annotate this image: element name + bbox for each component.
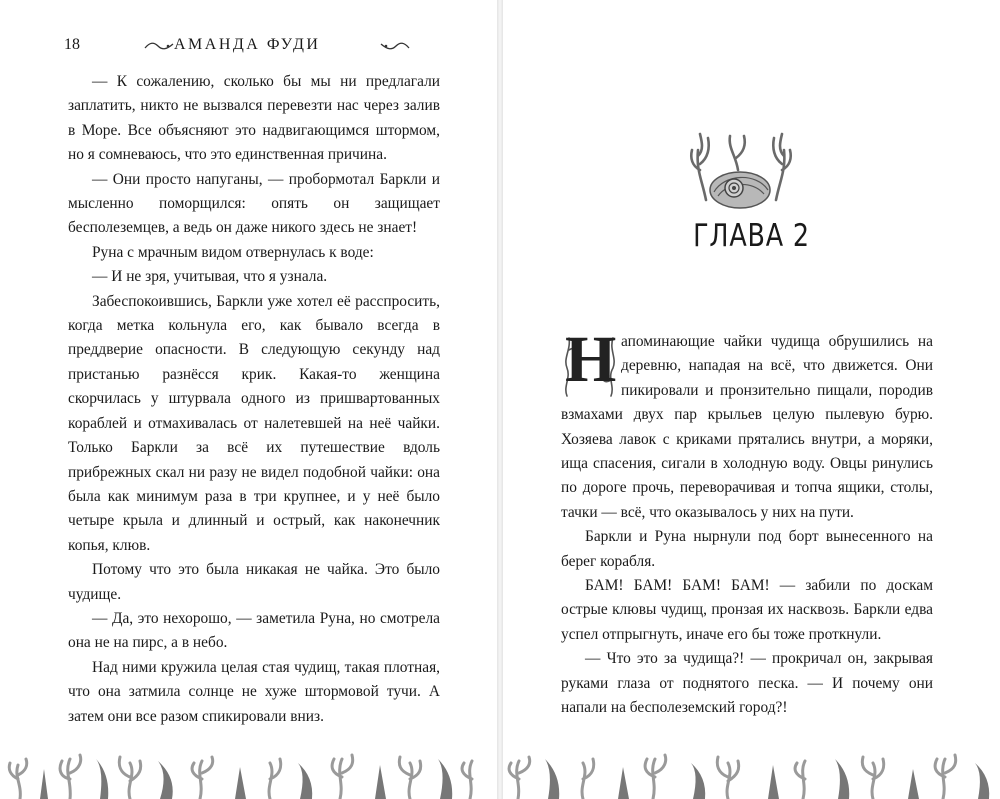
first-paragraph-text: апоминающие чайки чудища обрушились на деревню, нападая на всё, что движется. Они пикировали и пронзительно пищали, породив взмахами двух пар крыльев целую пылевую бурю. Хозяева лавок с криками прятались внутри, а моряки, ища спасения, сигали в холодную воду. Овцы ринулись по дороге прочь, переворачивая и топча ящики, столы, тачки — всё, что оказывалось у них на пути.: [561, 333, 933, 521]
paragraph: Забеспокоившись, Баркли уже хотел её расспросить, когда метка кольнула его, как бывало всегда в преддверие опасности. В следующую секунду над пристанью разнёсся крик. Какая-то женщина скорчилась у штурвала одного из пришвартованных кораблей и отмахивалась от налетевшей на неё чайки. Только Баркли за всё их путешествие вдоль прибрежных скал ни разу не видел подобной чайки: она была как минимум раза в три крупнее, и у неё было четыре крыла и длинный и острый, как наконечник копья, клюв.: [68, 292, 440, 554]
paragraph: — И не зря, учитывая, что я узнала.: [92, 268, 328, 286]
seaweed-border-icon: [503, 729, 1000, 799]
paragraph: Над ними кружила целая стая чудищ, такая плотная, что она затмила солнце не хуже штормовой тучи. А затем они все разом спикировали вниз.: [68, 658, 440, 725]
paragraph: Баркли и Руна нырнули под борт вынесенного на берег корабля.: [561, 528, 933, 570]
left-page: [0, 0, 497, 799]
left-body-text: [68, 70, 440, 729]
wave-flourish-icon: [380, 40, 410, 52]
drop-cap: [561, 323, 619, 402]
right-body-text: [561, 323, 933, 721]
wave-flourish-icon: [144, 40, 174, 52]
page-number: 18: [64, 36, 80, 53]
paragraph: Потому что это была никакая не чайка. Это было чудище.: [68, 561, 440, 603]
paragraph: Руна с мрачным видом отвернулась к воде:: [92, 243, 374, 261]
drop-cap-letter: Н: [565, 323, 617, 396]
paragraph: — Что это за чудища?! — прокричал он, закрывая руками глаза от поднятого песка. — И почему они напали на бесполеземский город?!: [561, 650, 933, 717]
paragraph: — Да, это нехорошо, — заметила Руна, но смотрела она не на пирс, а в небо.: [68, 609, 440, 652]
first-paragraph: [561, 323, 933, 525]
paragraph: — Они просто напуганы, — пробормотал Баркли и мысленно поморщился: опять он защищает бесполеземцев, а ведь он даже никого здесь не знает!: [68, 170, 440, 237]
chapter-title: ГЛАВА 2: [693, 218, 810, 254]
seashell-coral-icon: [688, 130, 793, 215]
paragraph: — К сожалению, сколько бы мы ни предлагали заплатить, никто не вызвался перевезти нас через залив в Море. Все объясняют это надвигающимся штормом, но я сомневаюсь, что это единственная причина.: [68, 73, 440, 164]
running-header: [64, 36, 444, 58]
right-page: [503, 0, 1000, 799]
paragraph: БАМ! БАМ! БАМ! БАМ! — забили по доскам острые клювы чудищ, пронзая их насквозь. Баркли едва успел отпрыгнуть, иначе его бы тоже проткнули.: [561, 577, 933, 643]
running-head-author: АМАНДА ФУДИ: [174, 36, 321, 53]
seaweed-border-icon: [0, 729, 497, 799]
